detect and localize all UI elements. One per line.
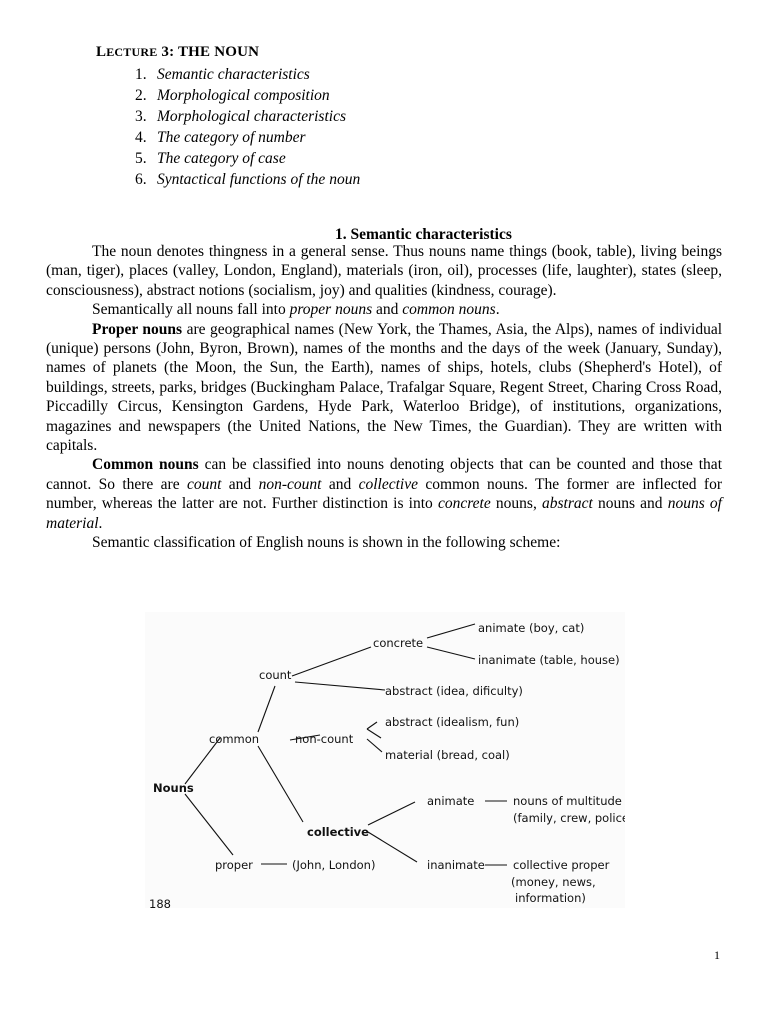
node-common: common [209, 732, 260, 746]
paragraph-proper-nouns: Proper nouns are geographical names (New York, the Thames, Asia, the Alps), names of individual (unique) persons (John, Byron, Brown), names of the months and the days of the week (January, Sunday), names of planets (the Moon, the Sun, the Earth), names of ships, hotels, clubs (Shepherd's Hotel), of buildings, streets, parks, bridges (Buckingham Palace, Trafalgar Square, Regent Street, Charing Cross Road, Piccadilly Circus, Kensington Gardens, Hyde Park, Waterloo Bridge), of institutions, organizations, magazines and newspapers (the United Nations, the New Times, the Guardian). They are written with capitals. [46, 320, 723, 455]
paragraph-scheme-intro: Semantic classification of English nouns is shown in the following scheme: [92, 534, 561, 552]
leaf-multitude-examples: (family, crew, police) [513, 811, 625, 825]
toc-item: 1. Semantic characteristics [135, 66, 310, 83]
paragraph-classes: Semantically all nouns fall into proper nouns and common nouns. [92, 301, 500, 319]
node-collective: collective [307, 825, 369, 839]
title-rest: 3: THE NOUN [157, 44, 260, 60]
noun-classification-diagram [145, 612, 625, 908]
toc-item: 3. Morphological characteristics [135, 108, 346, 125]
leaf-proper-examples: (John, London) [292, 858, 376, 872]
leaf-abstract-noncount: abstract (idealism, fun) [385, 715, 520, 729]
node-count: count [259, 668, 292, 682]
page-number: 1 [714, 948, 720, 962]
lecture-title [96, 44, 259, 61]
node-non-count: non-count [295, 732, 354, 746]
table-of-contents [135, 64, 360, 190]
leaf-collective-proper: collective proper [513, 858, 610, 872]
node-nouns: Nouns [153, 781, 194, 795]
paragraph-definition: The noun denotes thingness in a general sense. Thus nouns name things (book, table), living beings (man, tiger), places (valley, London, England), materials (iron, oil), processes (life, laughter), states (sleep, consciousness), abstract notions (socialism, joy) and qualities (kindness, courage). [46, 243, 722, 299]
diagram-svg [145, 612, 625, 908]
toc-item: 4. The category of number [135, 129, 306, 146]
leaf-animate: animate (boy, cat) [478, 621, 585, 635]
paragraph-common-nouns: Common nouns can be classified into nouns denoting objects that can be counted and those that cannot. So there are count and non-count and collective common nouns. The former are inflected for number, whereas the latter are not. Further distinction is into concrete nouns, abstract nouns and nouns of material. [46, 456, 722, 532]
node-proper: proper [215, 858, 253, 872]
section-heading: 1. Semantic characteristics [335, 226, 512, 243]
leaf-nouns-of-multitude: nouns of multitude [513, 794, 622, 808]
toc-item: 5. The category of case [135, 150, 286, 167]
scan-page-fragment: 188 [149, 897, 171, 908]
section-body [46, 242, 722, 553]
title-smallcaps: ECTURE [106, 45, 158, 59]
toc-item: 2. Morphological composition [135, 87, 330, 104]
title-initial: L [96, 44, 107, 60]
node-collective-animate: animate [427, 794, 475, 808]
leaf-material: material (bread, coal) [385, 748, 510, 762]
leaf-inanimate: inanimate (table, house) [478, 653, 620, 667]
toc-item: 6. Syntactical functions of the noun [135, 171, 361, 188]
leaf-collective-proper-examples-2: information) [515, 891, 586, 905]
leaf-collective-proper-examples-1: (money, news, [511, 875, 596, 889]
node-collective-inanimate: inanimate [427, 858, 485, 872]
leaf-abstract-count: abstract (idea, dificulty) [385, 684, 523, 698]
node-concrete: concrete [373, 636, 424, 650]
